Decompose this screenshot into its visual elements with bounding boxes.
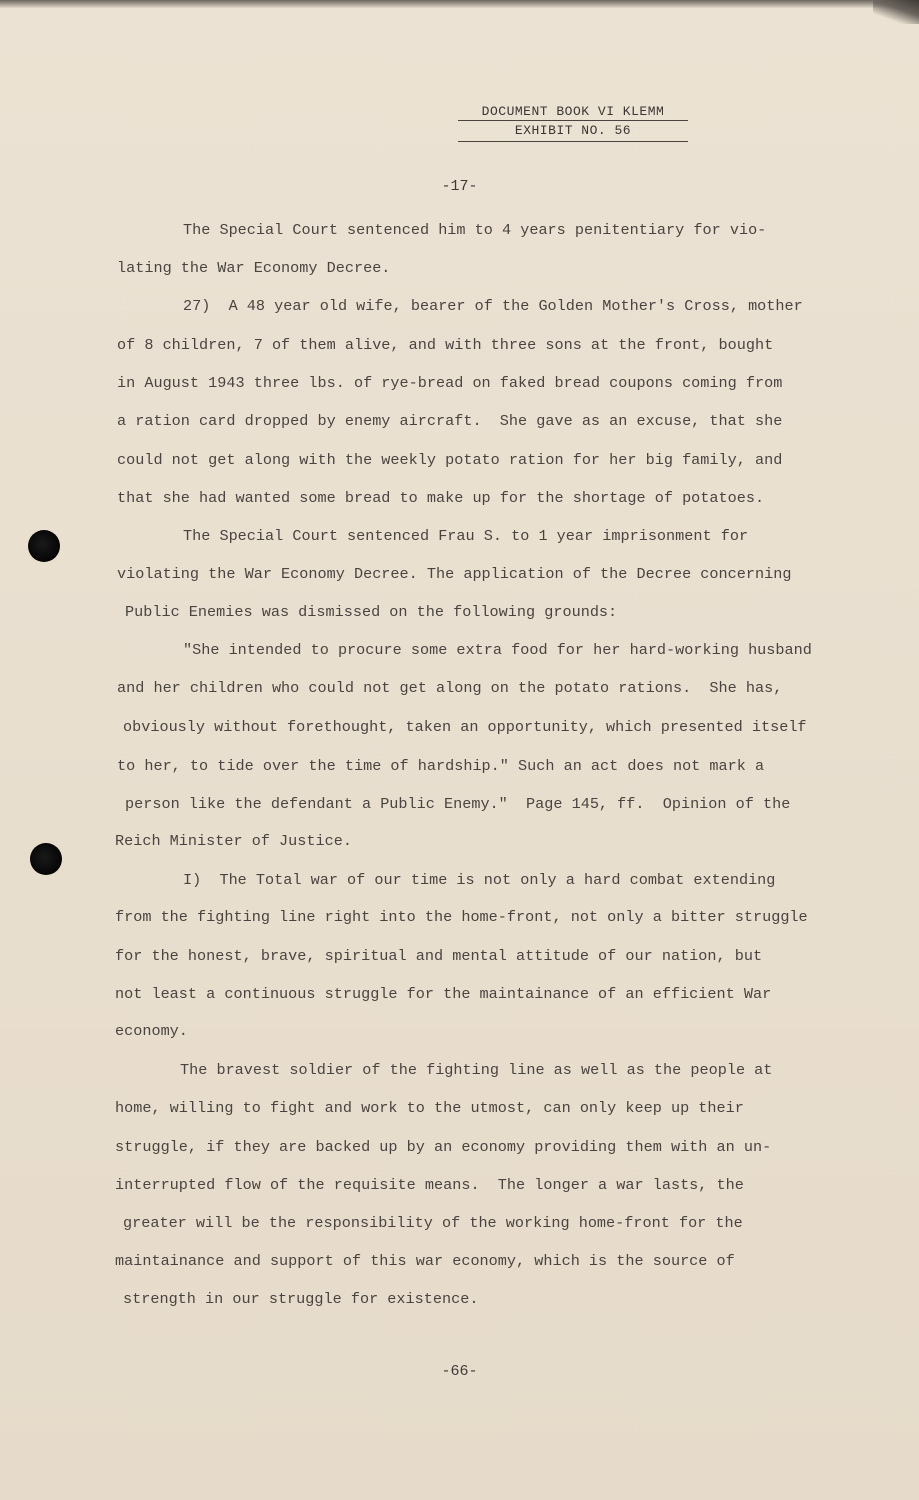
- text-line: and her children who could not get along on the potato rations. She has,: [117, 679, 783, 697]
- document-header: [458, 104, 688, 142]
- page-number-top: -17-: [441, 178, 478, 195]
- text-line: in August 1943 three lbs. of rye-bread on faked bread coupons coming from: [117, 374, 783, 392]
- text-line: home, willing to fight and work to the utmost, can only keep up their: [115, 1099, 744, 1117]
- punch-hole: [30, 843, 62, 875]
- text-line: maintainance and support of this war economy, which is the source of: [115, 1252, 735, 1270]
- text-line: greater will be the responsibility of the working home-front for the: [123, 1214, 743, 1232]
- text-line: of 8 children, 7 of them alive, and with three sons at the front, bought: [117, 336, 774, 354]
- page-top-edge: [0, 0, 919, 8]
- page-corner-fold: [873, 0, 919, 24]
- text-line: lating the War Economy Decree.: [117, 259, 391, 277]
- text-line: person like the defendant a Public Enemy." Page 145, ff. Opinion of the: [125, 795, 791, 813]
- text-line: "She intended to procure some extra food for her hard-working husband: [183, 641, 812, 659]
- text-line: that she had wanted some bread to make up for the shortage of potatoes.: [117, 489, 765, 507]
- punch-hole: [28, 530, 60, 562]
- text-line: not least a continuous struggle for the maintainance of an efficient War: [115, 985, 772, 1003]
- text-line: The bravest soldier of the fighting line as well as the people at: [180, 1061, 773, 1079]
- text-line: I) The Total war of our time is not only a hard combat extending: [183, 871, 776, 889]
- text-line: The Special Court sentenced him to 4 years penitentiary for vio-: [183, 221, 767, 239]
- text-line: from the fighting line right into the home-front, not only a bitter struggle: [115, 908, 808, 926]
- text-line: Public Enemies was dismissed on the following grounds:: [125, 603, 618, 621]
- page-number-bottom: -66-: [441, 1363, 478, 1380]
- document-book-label: DOCUMENT BOOK VI KLEMM: [458, 104, 688, 121]
- text-line: struggle, if they are backed up by an economy providing them with an un-: [115, 1138, 772, 1156]
- text-line: The Special Court sentenced Frau S. to 1 year imprisonment for: [183, 527, 749, 545]
- text-line: 27) A 48 year old wife, bearer of the Golden Mother's Cross, mother: [183, 297, 803, 315]
- text-line: interrupted flow of the requisite means. The longer a war lasts, the: [115, 1176, 744, 1194]
- text-line: to her, to tide over the time of hardship." Such an act does not mark a: [117, 757, 765, 775]
- text-line: could not get along with the weekly potato ration for her big family, and: [117, 451, 783, 469]
- text-line: for the honest, brave, spiritual and mental attitude of our nation, but: [115, 947, 763, 965]
- text-line: violating the War Economy Decree. The application of the Decree concerning: [117, 565, 792, 583]
- text-line: Reich Minister of Justice.: [115, 832, 352, 850]
- text-line: obviously without forethought, taken an opportunity, which presented itself: [123, 718, 807, 736]
- text-line: economy.: [115, 1022, 188, 1040]
- exhibit-number: EXHIBIT NO. 56: [458, 121, 688, 142]
- text-line: a ration card dropped by enemy aircraft. She gave as an excuse, that she: [117, 412, 783, 430]
- text-line: strength in our struggle for existence.: [123, 1290, 479, 1308]
